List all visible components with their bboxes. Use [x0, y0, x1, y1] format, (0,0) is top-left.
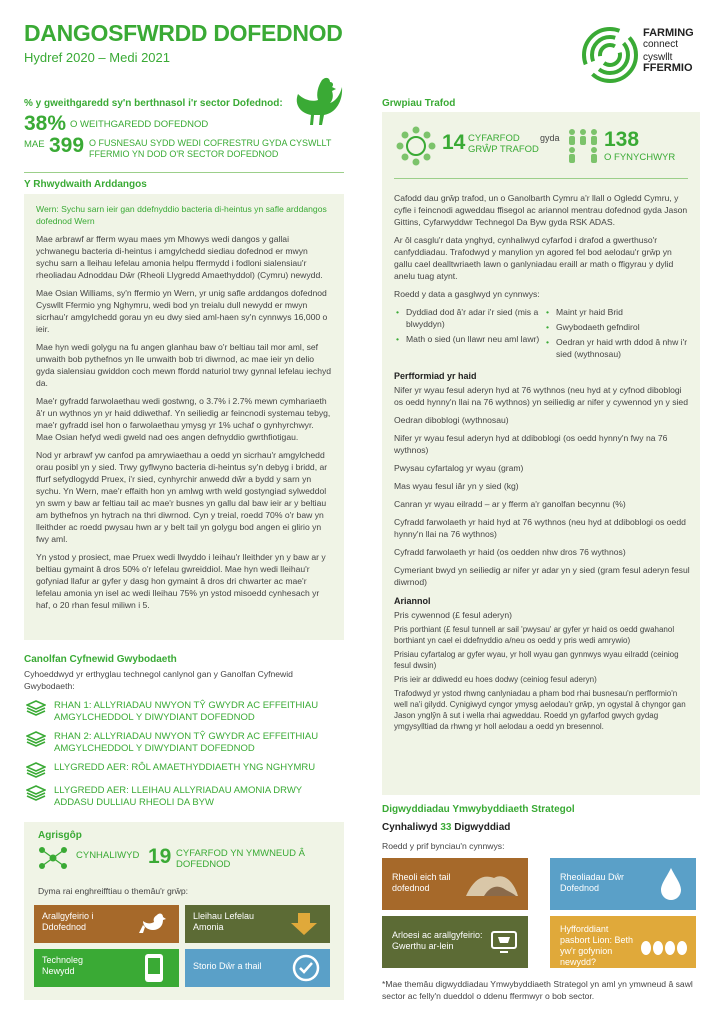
- kic-article-title: RHAN 2: ALLYRIADAU NWYON TŶ GWYDR AC EFFEITHIAU AMGYLCHEDDOL Y DIWYDIANT DOFEDNOD: [54, 731, 319, 754]
- event-tile-lion-passport[interactable]: [550, 916, 696, 968]
- events-topics: Roedd y prif bynciau'n cynnwys:: [382, 841, 505, 851]
- logo-line-2: connect: [643, 39, 679, 50]
- demo-network-panel: [24, 194, 344, 640]
- event-tile-label: Hyfforddiant pasbort Lion: Beth yw'r gofynion newydd?: [560, 924, 634, 967]
- events-count: 33: [440, 822, 452, 833]
- theme-tile-ammonia[interactable]: [185, 905, 330, 943]
- divider: [24, 172, 344, 173]
- discussion-paragraph: Ar ôl casglu'r data ynghyd, cynhaliwyd cyfarfod i drafod a gwerthuso'r canfyddiadau. Trafodwyd y manylion yn agored fel bod aelodau'r grŵp yn gallu cael dealltwriaeth lawn o ganlyniadau eraill ar math o ffigyrau y dylid anelu tuag atynt.: [394, 235, 674, 281]
- discussion-paragraph: Cafodd dau grŵp trafod, un o Ganolbarth Cymru a'r llall o Ogledd Cymru, y cyfle i feincnodi agweddau ffisegol ac ariannol mentrau dofednod gyda Jason Gittins, Cyfarwyddwr Technegol Da Byw gyda RSK ADAS.: [394, 193, 688, 227]
- list-item: • Gwybodaeth gefndirol: [544, 321, 690, 333]
- agrisgop-count: 19: [148, 845, 172, 868]
- event-tile-manure[interactable]: [382, 858, 528, 910]
- eggs-icon: [640, 938, 688, 956]
- fin-item: Prisiau cyfartalog ar gyfer wyau, yr holl wyau gan gynnwys wyau eilradd (ceiniog fesul dwsin): [394, 650, 679, 670]
- logo-text: [643, 28, 694, 74]
- fin-item: Pris cywennod (£ fesul aderyn): [394, 610, 512, 620]
- event-tile-water-regs[interactable]: [550, 858, 696, 910]
- agrisgop-examples: Dyma rai enghreifftiau o themâu'r grŵp:: [38, 886, 189, 896]
- businesses-count: 399: [49, 134, 85, 157]
- agrisgop-count-caption: CYFARFOD YN YMWNEUD Â DOFEDNOD: [176, 848, 305, 870]
- event-tile-label: Rheoliadau Dŵr Dofednod: [560, 872, 625, 893]
- perf-item: Mas wyau fesul iâr yn y sied (kg): [394, 481, 519, 491]
- network-icon: [38, 846, 68, 870]
- chicken-icon: [137, 911, 171, 937]
- theme-tile-label: Storio Dŵr a thail: [193, 961, 262, 971]
- demo-paragraph: Mae arbrawf ar fferm wyau maes ym Mhowys wedi dangos y gallai ychwanegu bacteria di-heintus i amgylchedd siediau dofednod er mwyn sychu sarn a lleihau lefelau amonia helpu ffermydd i fodloni sialensiau'r rheoliadau Adnoddau Dŵr (Rheoli Llygredd Amaethyddol) (Cymru) newydd.: [36, 234, 323, 280]
- list-item: • Oedran yr haid wrth ddod â nhw i'r sied (wythnosau): [544, 336, 690, 360]
- chicken-icon: [292, 74, 344, 132]
- discussion-title: Grwpiau Trafod: [382, 98, 456, 109]
- activity-percentage: 38%: [24, 112, 67, 135]
- page-title: DANGOSFWRDD DOFEDNOD: [24, 20, 343, 46]
- discussion-paragraph: Roedd y data a gasglwyd yn cynnwys:: [394, 289, 540, 299]
- perf-item: Nifer yr wyau fesul aderyn hyd at ddiboblogi (os oedd hynny'n fwy na 76 wythnos): [394, 433, 668, 455]
- list-item: • Math o sied (un llawr neu aml lawr): [394, 333, 544, 345]
- event-tile-label: Arloesi ac arallgyfeirio: Gwerthu ar-lein: [392, 930, 483, 951]
- layers-icon: [26, 785, 46, 801]
- agrisgop-title: Agrisgôp: [38, 830, 82, 841]
- attendees-caption: O FYNYCHWYR: [604, 152, 676, 163]
- theme-tile-label: Arallgyfeirio i Ddofednod: [42, 911, 94, 932]
- divider: [394, 178, 688, 179]
- down-arrow-icon: [288, 911, 320, 937]
- with-label: gyda: [540, 133, 560, 143]
- discussion-body: [394, 192, 690, 738]
- demo-paragraph: Nod yr arbrawf yw canfod pa amrywiaethau a oedd yn sicrhau'r amgylchedd orau posibl yn y sied. Trwy gyflwyno bacteria di-heintus sy'n debyg i bridd, ar ffurf sefydlogydd Pruex, i'r sied, cynhyrchir anwedd dŵr a bydd y sarn yn sychu. Yn Wern, mae'r effaith hon yn amlwg wrth weld gostyngiad sylweddol yn swm y baw ar feltiau tail ac mae'r busnes yn gallu dal baw ieir ar y beltiau am bythefnos yn hytrach na thri diwrnod. Cyn y treial, roedd 70% o'r baw yn lleithder ac roedd pwysau hwn ar y belt tail yn golygu bod angen ei glirio yn fwy aml.: [36, 450, 328, 544]
- list-item: • Dyddiad dod â'r adar i'r sied (mis a blwyddyn): [394, 306, 544, 330]
- data-list-left: [394, 306, 544, 363]
- logo-line-4: FFERMIO: [643, 62, 693, 74]
- kic-article-title: LLYGREDD AER: RÔL AMAETHYDDIAETH YNG NGHYMRU: [54, 762, 316, 773]
- demo-network-title: Y Rhwydwaith Arddangos: [24, 179, 147, 190]
- layers-icon: [26, 700, 46, 716]
- meetings-caption: CYFARFOD GRŴP TRAFOD: [468, 133, 539, 155]
- theme-tile-label: Technoleg Newydd: [42, 955, 84, 976]
- data-collected-list: [394, 306, 690, 363]
- events-footnote: *Mae themâu digwyddiadau Ymwybyddiaeth Strategol yn aml yn ymwneud â sawl sector ac felly'n dueddol o ddenu ffermwyr o bob sector.: [382, 979, 693, 1001]
- demo-paragraph: Mae'r gyfradd farwolaethau wedi gostwng, o 3.7% i 2.7% mewn cymhariaeth â'r un wythnos yn yr haid ddiwethaf. Yn seiliedig ar feincnodi systemau tebyg, mae'r gyfradd isel hon o farwolaethau ymysg yr 1% uchaf o gynhyrchwyr. Mae Osian hefyd wedi gweld nad oes angen defnyddio gwrthfiotigau.: [36, 396, 331, 442]
- businesses-caption: O FUSNESAU SYDD WEDI COFRESTRU GYDA CYSWLLT FFERMIO YN DOD O'R SECTOR DOFEDNOD: [89, 138, 332, 159]
- perf-item: Oedran diboblogi (wythnosau): [394, 415, 509, 425]
- kic-article[interactable]: [26, 785, 342, 809]
- event-tile-online-selling[interactable]: [382, 916, 528, 968]
- shopping-cart-icon: [490, 930, 518, 954]
- kic-intro: Cyhoeddwyd yr erthyglau technegol canlynol gan y Ganolfan Cyfnewid Gwybodaeth:: [24, 669, 293, 691]
- kic-list: [26, 700, 342, 816]
- layers-icon: [26, 731, 46, 747]
- discussion-closing: Trafodwyd yr ystod rhwng canlyniadau a pham bod rhai busnesau'n perfformio'n well na'i gilydd. Cynigiwyd cyngor ymysg aelodau'r grŵp, yn ogystal â chyngor gan Jason ynglŷn â sut i wella rhai agweddau. Roedd yn gyfarfod gwych gydag ymgysylltiad da rhwng yr holl aelodau a oedd yn bresennol.: [394, 689, 686, 731]
- kic-article-title: RHAN 1: ALLYRIADAU NWYON TŶ GWYDR AC EFFEITHIAU AMGYLCHEDDOL Y DIWYDIANT DOFEDNOD: [54, 700, 319, 723]
- fin-item: Pris ieir ar ddiwedd eu hoes dodwy (ceiniog fesul aderyn): [394, 675, 597, 684]
- perf-item: Cymeriant bwyd yn seiliedig ar nifer yr adar yn y sied (gram fesul aderyn fesul diwrnod): [394, 565, 690, 587]
- theme-tile-label: Lleihau Lefelau Amonia: [193, 911, 255, 932]
- stats-heading: % y gweithgaredd sy'n berthnasol i'r sector Dofednod:: [24, 98, 283, 109]
- theme-tile-technology[interactable]: [34, 949, 179, 987]
- logo-line-1: FARMING: [643, 27, 694, 39]
- logo-line-3: cyswllt: [643, 52, 673, 63]
- demo-paragraph: Mae hyn wedi golygu na fu angen glanhau baw o'r beltiau tail mor aml, sef unwaith bob pythefnos yn lle unwaith bob tri diwrnod, ac mae ieir yn delio gyda sialensiau gwiddon coch mewn ffordd naturiol trwy gynnal lefelau iechyd da.: [36, 342, 332, 388]
- attendees-count: 138: [604, 128, 640, 151]
- events-title: Digwyddiadau Ymwybyddiaeth Strategol: [382, 804, 575, 815]
- phone-icon: [143, 953, 165, 983]
- meetings-count: 14: [442, 131, 466, 154]
- perf-item: Nifer yr wyau fesul aderyn hyd at 76 wythnos (neu hyd at y cyfnod diboblogi os oedd hynny'n llai na 76 wythnos) yn seiliedig ar nifer y cywennod yn y sied: [394, 385, 688, 407]
- farming-connect-logo-icon: [581, 26, 639, 84]
- flock-performance-title: Perfformiad yr haid: [394, 371, 477, 381]
- fin-item: Pris porthiant (£ fesul tunnell ar sail 'pwysau' ar gyfer yr haid os oedd gwahanol borthiant yn cael ei ddefnyddio a/neu os oedd y pris wedi amrywio): [394, 625, 675, 645]
- event-tile-label: Rheoli eich tail dofednod: [392, 872, 451, 893]
- theme-tile-diversification[interactable]: [34, 905, 179, 943]
- check-gauge-icon: [292, 954, 320, 982]
- layers-icon: [26, 762, 46, 778]
- list-item: • Maint yr haid Brid: [544, 306, 690, 318]
- mae-label: MAE: [24, 139, 45, 150]
- kic-article-title: LLYGREDD AER: LLEIHAU ALLYRIADAU AMONIA DRWY ADDASU DULLIAU RHEOLI DA BYW: [54, 785, 302, 808]
- demo-paragraph: Yn ystod y prosiect, mae Pruex wedi llwyddo i leihau'r lleithder yn y baw ar y beltiau gymaint â dros 50% o'r lefelau gwreiddiol. Mae hyn wedi lleihau'r gofyniad llafur ar gyfer y dasg hon gymaint â dros dri chwarter ac mae'r lefelau amonia yn isel ac wedi lleihau 75% yn ystod misoedd cynhesach yr haf, o 20 rhan fesul miliwn i 5.: [36, 552, 326, 610]
- demo-intro: Wern: Sychu sarn ieir gan ddefnyddio bacteria di-heintus yn safle arddangos dofednod Wern: [36, 204, 327, 226]
- water-drop-icon: [658, 866, 684, 902]
- kic-article[interactable]: [26, 700, 342, 724]
- demo-paragraph: Mae Osian Williams, sy'n ffermio yn Wern, yr unig safle arddangos dofednod Cyswllt Ffermio yng Nghymru, wedi bod yn treialu dull newydd er mwyn sicrhau'r amgylchedd gorau yn eu dwy sied aml-haen sy'n cynnwys 16,000 o ieir.: [36, 288, 328, 334]
- activity-caption: O WEITHGAREDD DOFEDNOD: [70, 119, 209, 130]
- perf-item: Pwysau cyfartalog yr wyau (gram): [394, 463, 524, 473]
- events-held-label: Cynhaliwyd: [382, 822, 438, 833]
- perf-item: Canran yr wyau eilradd – ar y fferm a'r ganolfan becynnu (%): [394, 499, 626, 509]
- page-subtitle: Hydref 2020 – Medi 2021: [24, 50, 170, 65]
- kic-article[interactable]: [26, 762, 342, 778]
- kic-title: Canolfan Cyfnewid Gwybodaeth: [24, 654, 177, 665]
- agrisgop-supported: CYNHALIWYD: [76, 850, 140, 861]
- events-held: [382, 822, 510, 833]
- manure-pile-icon: [464, 870, 520, 898]
- data-list-right: [544, 306, 690, 363]
- perf-item: Cyfradd farwolaeth yr haid hyd at 76 wythnos (neu hyd at ddiboblogi os oedd hynny'n llai na 76 wythnos): [394, 517, 686, 539]
- theme-tile-water-storage[interactable]: [185, 949, 330, 987]
- perf-item: Cyfradd farwolaeth yr haid (os oedden nhw dros 76 wythnos): [394, 547, 626, 557]
- kic-article[interactable]: [26, 731, 342, 755]
- financial-title: Ariannol: [394, 596, 431, 606]
- events-held-suffix: Digwyddiad: [454, 822, 511, 833]
- attendees-icon: [566, 128, 600, 164]
- discussion-group-icon: [396, 126, 436, 166]
